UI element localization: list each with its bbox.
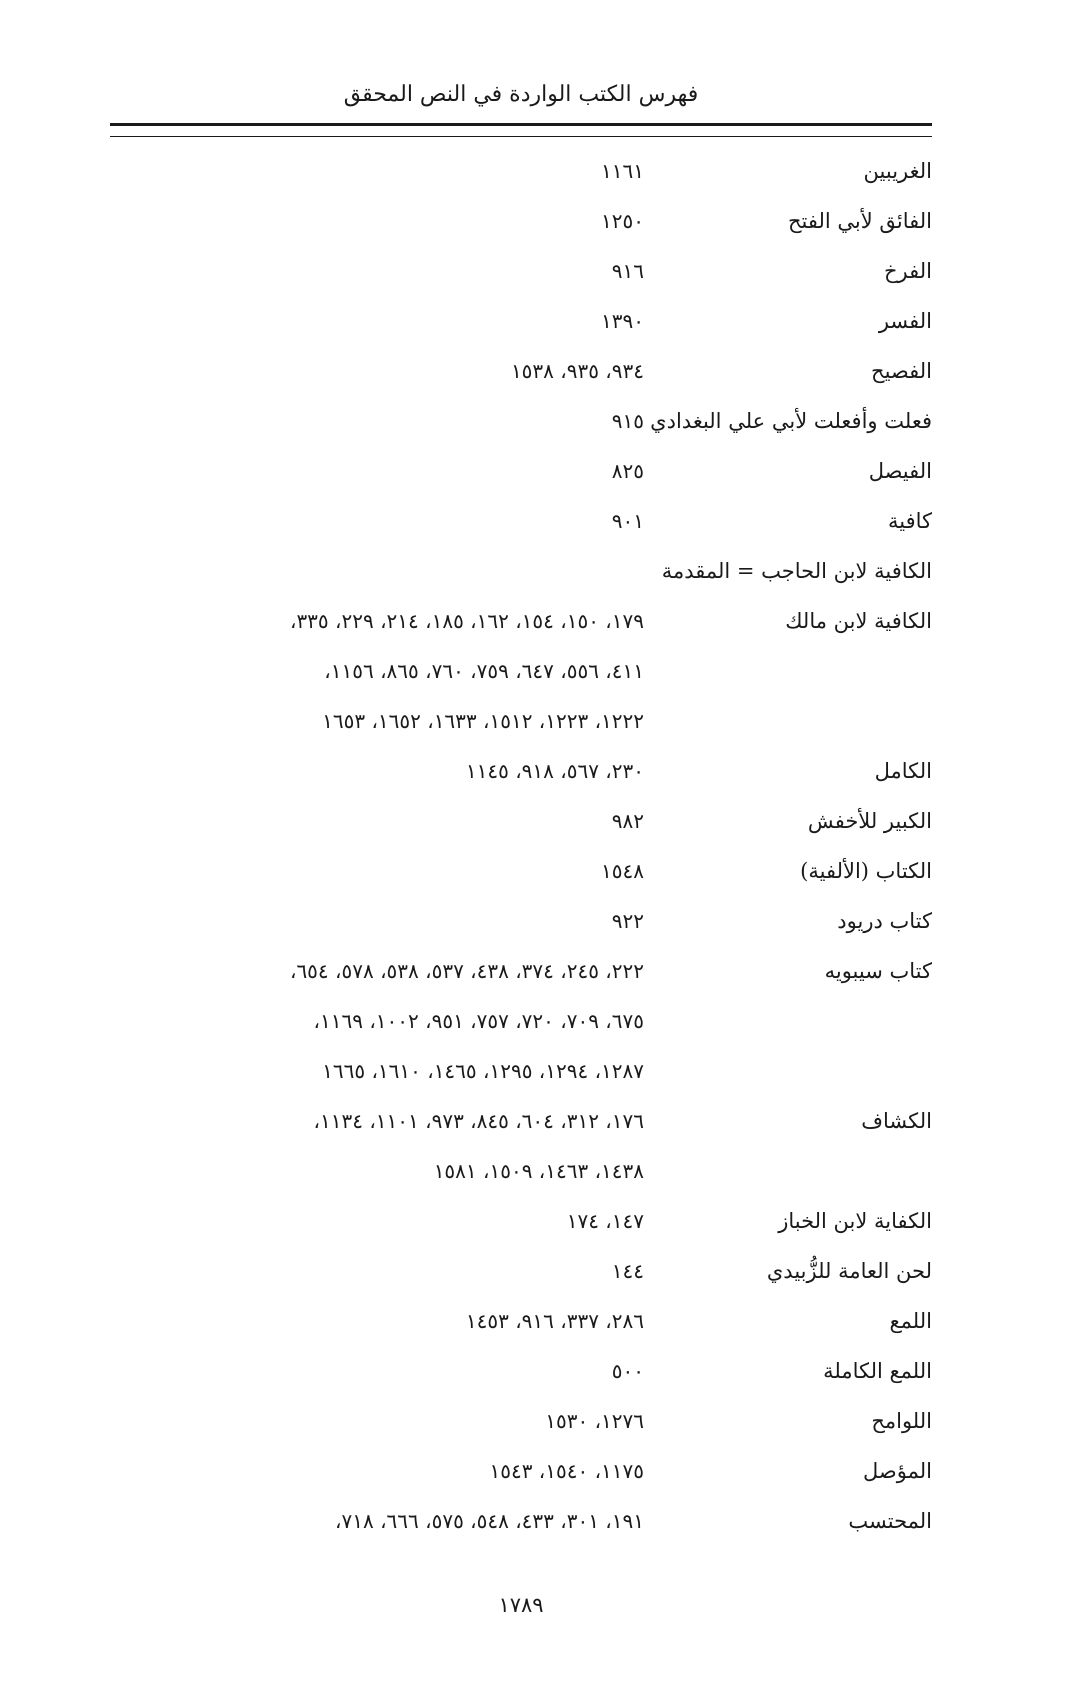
page-references: ١٥٤٨ xyxy=(601,859,644,883)
page-references: ١٤٧، ١٧٤ xyxy=(566,1209,644,1233)
book-title: الغريبين xyxy=(863,159,932,183)
book-title: الكشاف xyxy=(861,1109,932,1133)
book-title: كتاب سيبويه xyxy=(824,959,932,983)
page-references: ٢٢٢، ٢٤٥، ٣٧٤، ٤٣٨، ٥٣٧، ٥٣٨، ٥٧٨، ٦٥٤، xyxy=(289,959,644,983)
index-entries xyxy=(110,146,932,1546)
index-entry-row xyxy=(110,596,932,646)
index-entry-row xyxy=(110,1396,932,1446)
book-title: اللمع xyxy=(889,1309,932,1333)
book-title: الفيصل xyxy=(868,459,932,483)
page-references: ١٢٢٢، ١٢٢٣، ١٥١٢، ١٦٣٣، ١٦٥٢، ١٦٥٣ xyxy=(322,709,644,733)
index-entry-row xyxy=(110,1146,932,1196)
document-page xyxy=(110,0,932,1698)
index-entry-row xyxy=(110,296,932,346)
index-entry-row xyxy=(110,546,932,596)
book-title: الكتاب (الألفية) xyxy=(800,859,932,883)
page-references: ١٢٨٧، ١٢٩٤، ١٢٩٥، ١٤٦٥، ١٦١٠، ١٦٦٥ xyxy=(322,1059,644,1083)
index-entry-row xyxy=(110,996,932,1046)
index-entry-row xyxy=(110,1196,932,1246)
index-entry-row xyxy=(110,246,932,296)
page-references: ٢٨٦، ٣٣٧، ٩١٦، ١٤٥٣ xyxy=(465,1309,644,1333)
book-title: اللوامح xyxy=(871,1409,932,1433)
book-title: الفصيح xyxy=(871,359,932,383)
index-entry-row xyxy=(110,846,932,896)
book-title: الفائق لأبي الفتح xyxy=(787,209,932,233)
index-entry-row xyxy=(110,196,932,246)
index-entry-row xyxy=(110,896,932,946)
index-entry-row xyxy=(110,696,932,746)
page-references: ١٧٦، ٣١٢، ٦٠٤، ٨٤٥، ٩٧٣، ١١٠١، ١١٣٤، xyxy=(313,1109,644,1133)
page-references: ٥٠٠ xyxy=(611,1359,644,1383)
page-references: ٩٨٢ xyxy=(611,809,644,833)
page-references: ٩١٥ xyxy=(611,409,644,433)
page-references: ٢٣٠، ٥٦٧، ٩١٨، ١١٤٥ xyxy=(465,759,644,783)
index-entry-row xyxy=(110,496,932,546)
index-entry-row xyxy=(110,1296,932,1346)
page-references: ١٣٩٠ xyxy=(601,309,644,333)
page-references: ١٩١، ٣٠١، ٤٣٣، ٥٤٨، ٥٧٥، ٦٦٦، ٧١٨، xyxy=(335,1509,644,1533)
book-title: الفسر xyxy=(878,309,932,333)
header-rule-thick xyxy=(110,123,932,126)
index-entry-row xyxy=(110,1446,932,1496)
book-title: لحن العامة للزُّبيدي xyxy=(766,1259,932,1283)
index-entry-row xyxy=(110,746,932,796)
book-title: كافية xyxy=(887,509,932,533)
book-title: الكافية لابن الحاجب = المقدمة xyxy=(661,559,932,583)
header-rule-thin xyxy=(110,136,932,137)
index-entry-row xyxy=(110,446,932,496)
book-title: الكافية لابن مالك xyxy=(785,609,932,633)
page-references: ٩٢٢ xyxy=(611,909,644,933)
page-header-title: فهرس الكتب الواردة في النص المحقق xyxy=(343,82,699,107)
page-references: ٦٧٥، ٧٠٩، ٧٢٠، ٧٥٧، ٩٥١، ١٠٠٢، ١١٦٩، xyxy=(313,1009,644,1033)
index-entry-row xyxy=(110,1246,932,1296)
page-references: ٤١١، ٥٥٦، ٦٤٧، ٧٥٩، ٧٦٠، ٨٦٥، ١١٥٦، xyxy=(324,659,644,683)
book-title: المؤصل xyxy=(863,1459,932,1483)
page-references: ١١٧٥، ١٥٤٠، ١٥٤٣ xyxy=(489,1459,644,1483)
index-entry-row xyxy=(110,346,932,396)
index-entry-row xyxy=(110,1046,932,1096)
index-entry-row xyxy=(110,796,932,846)
index-entry-row xyxy=(110,146,932,196)
page-references: ٩٠١ xyxy=(611,509,644,533)
page-references: ١٤٣٨، ١٤٦٣، ١٥٠٩، ١٥٨١ xyxy=(433,1159,644,1183)
page-references: ١٢٧٦، ١٥٣٠ xyxy=(545,1409,644,1433)
page-references: ١٢٥٠ xyxy=(601,209,644,233)
page-references: ١٤٤ xyxy=(611,1259,644,1283)
index-entry-row xyxy=(110,946,932,996)
index-entry-row xyxy=(110,396,932,446)
page-references: ٩٣٤، ٩٣٥، ١٥٣٨ xyxy=(510,359,644,383)
index-entry-row xyxy=(110,1346,932,1396)
book-title: الكبير للأخفش xyxy=(807,809,932,833)
index-entry-row xyxy=(110,1496,932,1546)
book-title: اللمع الكاملة xyxy=(823,1359,932,1383)
page-references: ١١٦١ xyxy=(601,159,644,183)
page-number: ١٧٨٩ xyxy=(498,1593,544,1617)
book-title: الكامل xyxy=(874,759,932,783)
book-title: فعلت وأفعلت لأبي علي البغدادي xyxy=(650,409,932,433)
page-references: ٨٢٥ xyxy=(611,459,644,483)
page-references: ١٧٩، ١٥٠، ١٥٤، ١٦٢، ١٨٥، ٢١٤، ٢٢٩، ٣٣٥، xyxy=(289,609,644,633)
index-entry-row xyxy=(110,1096,932,1146)
page-references: ٩١٦ xyxy=(611,259,644,283)
book-title: الفرخ xyxy=(884,259,932,283)
index-entry-row xyxy=(110,646,932,696)
book-title: كتاب دريود xyxy=(837,909,932,933)
book-title: المحتسب xyxy=(848,1509,932,1533)
book-title: الكفاية لابن الخباز xyxy=(778,1209,932,1233)
